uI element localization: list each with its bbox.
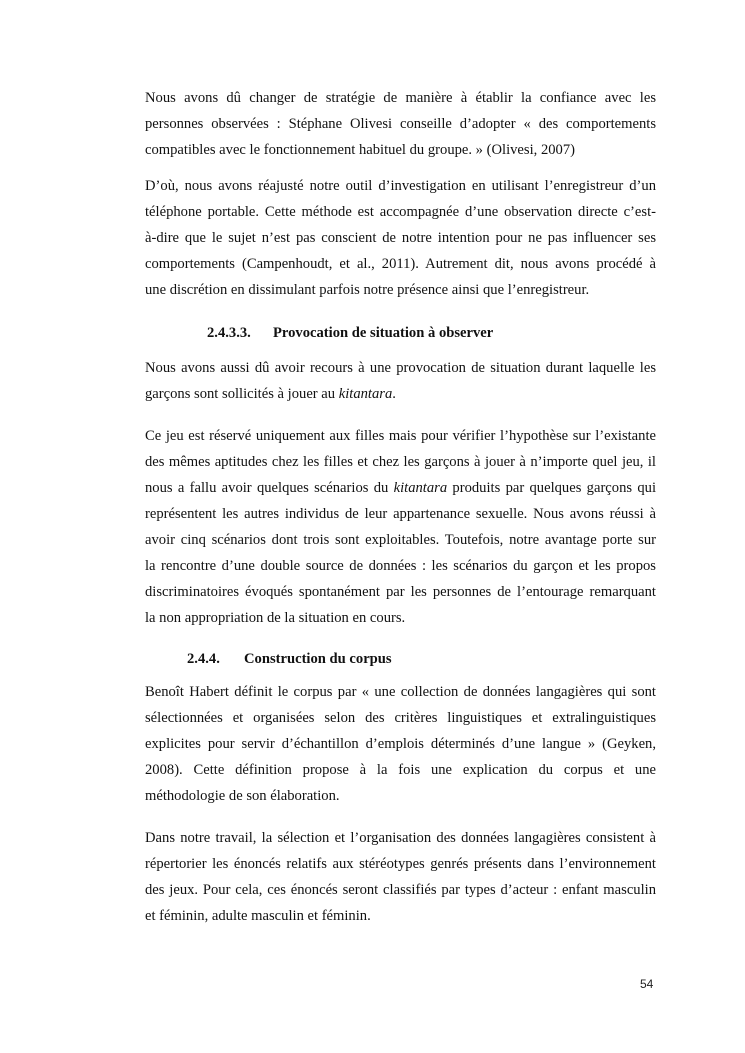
text-line — [145, 877, 656, 903]
text-segment: la rencontre d’une double source de données : les scénarios du garçon et les propos — [145, 558, 656, 574]
text-segment: nous a fallu avoir quelques scénarios du — [145, 480, 394, 496]
text-line — [145, 825, 656, 851]
text-line — [145, 679, 656, 705]
text-line — [145, 277, 656, 303]
section-number: 2.4.3.3. — [207, 325, 251, 341]
section-title: Construction du corpus — [244, 651, 392, 667]
text-segment: avoir cinq scénarios dont trois sont exploitables. Toutefois, notre avantage porte sur — [145, 532, 656, 548]
text-segment: répertorier les énoncés relatifs aux stéréotypes genrés présents dans l’environnement — [145, 856, 656, 872]
text-line — [145, 579, 656, 605]
italic-term: kitantara — [393, 480, 448, 496]
text-segment: garçons sont sollicités à jouer au — [145, 386, 339, 402]
text-line — [145, 475, 656, 501]
text-segment: méthodologie de son élaboration. — [145, 788, 340, 804]
text-segment: compatibles avec le fonctionnement habituel du groupe. » (Olivesi, 2007) — [145, 142, 575, 158]
text-segment: . — [392, 386, 396, 402]
text-segment: Nous avons dû changer de stratégie de manière à établir la confiance avec les — [145, 90, 656, 106]
text-segment: Dans notre travail, la sélection et l’organisation des données langagières consistent à — [145, 830, 656, 846]
text-line — [145, 85, 656, 111]
text-line — [145, 355, 656, 381]
text-segment: et féminin, adulte masculin et féminin. — [145, 908, 371, 924]
text-segment: à-dire que le sujet n’est pas conscient de notre intention pour ne pas influencer ses — [145, 230, 656, 246]
section-title: Provocation de situation à observer — [273, 325, 494, 341]
paragraph — [145, 825, 656, 929]
text-line — [145, 449, 656, 475]
text-segment: sélectionnées et organisées selon des critères linguistiques et extralinguistiques — [145, 710, 656, 726]
text-segment: D’où, nous avons réajusté notre outil d’investigation en utilisant l’enregistreur d’un — [145, 178, 656, 194]
text-segment: discriminatoires évoqués spontanément par les personnes de l’entourage remarquant — [145, 584, 656, 600]
text-line — [145, 553, 656, 579]
paragraph — [145, 355, 656, 407]
text-segment: des mêmes aptitudes chez les filles et chez les garçons à jouer à n’importe quel jeu, il — [145, 454, 656, 470]
text-line — [145, 851, 656, 877]
text-line — [145, 251, 656, 277]
text-line — [145, 783, 656, 809]
text-segment: des jeux. Pour cela, ces énoncés seront classifiés par types d’acteur : enfant masculin — [145, 882, 656, 898]
text-line — [145, 423, 656, 449]
text-segment: la non appropriation de la situation en cours. — [145, 610, 406, 626]
text-segment: représentent les autres individus de leur appartenance sexuelle. Nous avons réussi à — [145, 506, 656, 522]
text-line — [145, 731, 656, 757]
text-line — [145, 137, 656, 163]
text-segment: produits par quelques garçons qui — [447, 480, 656, 496]
text-line — [145, 501, 656, 527]
italic-term: kitantara — [338, 386, 393, 402]
text-line — [145, 527, 656, 553]
section-heading — [187, 646, 220, 672]
text-segment: téléphone portable. Cette méthode est accompagnée d’une observation directe c’est- — [145, 204, 656, 220]
text-line — [145, 605, 656, 631]
text-line — [145, 199, 656, 225]
paragraph — [145, 173, 656, 303]
text-line — [145, 381, 656, 407]
text-line — [145, 225, 656, 251]
text-segment: explicites pour servir d’échantillon d’emplois déterminés d’une langue » (Geyken, — [145, 736, 656, 752]
text-line — [145, 173, 656, 199]
paragraph — [145, 423, 656, 631]
text-segment: 2008). Cette définition propose à la fois une explication du corpus et une — [145, 762, 656, 778]
section-number: 2.4.4. — [187, 651, 220, 667]
text-line — [145, 705, 656, 731]
text-line — [145, 903, 656, 929]
paragraph — [145, 679, 656, 809]
text-segment: Nous avons aussi dû avoir recours à une provocation de situation durant laquelle les — [145, 360, 656, 376]
text-segment: une discrétion en dissimulant parfois notre présence ainsi que l’enregistreur. — [145, 282, 590, 298]
section-heading — [207, 320, 251, 346]
text-segment: comportements (Campenhoudt, et al., 2011). Autrement dit, nous avons procédé à — [145, 256, 656, 272]
text-line — [145, 757, 656, 783]
text-segment: Benoît Habert définit le corpus par « une collection de données langagières qui sont — [145, 684, 656, 700]
text-line — [145, 111, 656, 137]
text-segment: personnes observées : Stéphane Olivesi conseille d’adopter « des comportements — [145, 116, 656, 132]
page-number: 54 — [640, 977, 654, 991]
paragraph — [145, 85, 656, 163]
text-segment: Ce jeu est réservé uniquement aux filles mais pour vérifier l’hypothèse sur l’existante — [145, 428, 656, 444]
